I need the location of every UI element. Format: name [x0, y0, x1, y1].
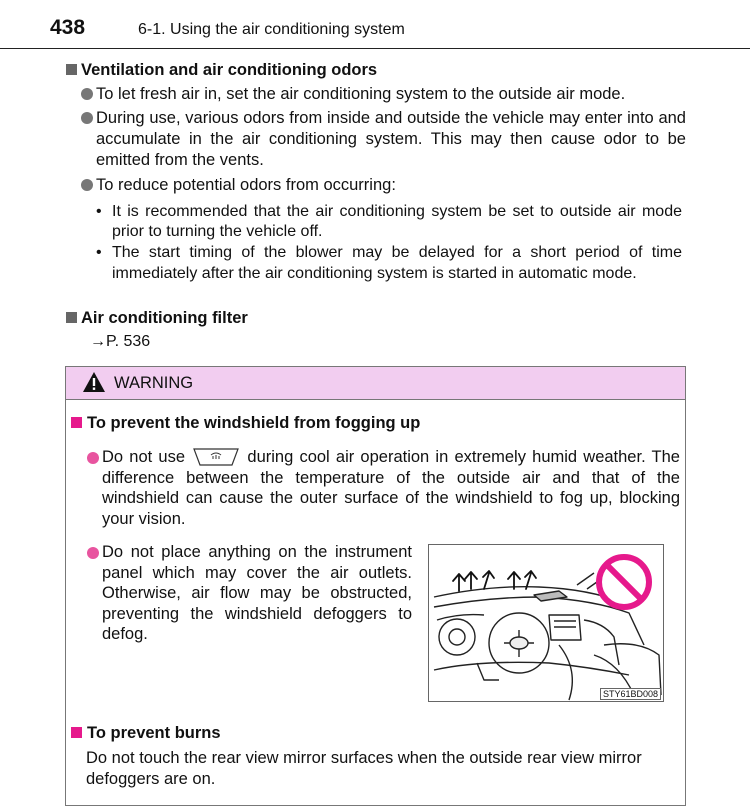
page-number: 438 — [50, 16, 86, 39]
front-defroster-button-icon — [191, 447, 241, 467]
square-bullet-icon — [66, 312, 77, 323]
fog-heading: To prevent the windshield from fogging up — [71, 414, 420, 433]
fog-item-1: Do not use during cool air operation in extremely humid weather. The difference between the temperature of the outside air and that of the windshield can cause the outer surface of the windshield to fog up, blocking your vision. — [102, 448, 680, 528]
bullet-dot-icon — [81, 179, 93, 191]
sub-bullet-icon: • — [96, 203, 102, 220]
burns-text: Do not touch the rear view mirror surfaces when the outside rear view mirror defoggers are on. — [86, 749, 642, 788]
pink-bullet-icon — [87, 547, 99, 559]
illustration-code: STY61BD008 — [600, 688, 661, 700]
square-bullet-icon — [66, 64, 77, 75]
warning-triangle-icon — [82, 371, 106, 393]
page-header — [0, 0, 750, 49]
filter-page-reference: →P. 536 — [90, 333, 151, 350]
chapter-title: 6-1. Using the air conditioning system — [138, 21, 405, 38]
section-heading-ventilation: Ventilation and air conditioning odors — [66, 61, 377, 80]
pink-bullet-icon — [87, 452, 99, 464]
section-heading-filter: Air conditioning filter — [66, 309, 248, 328]
ventilation-item-2: During use, various odors from inside and outside the vehicle may enter into and accumulate in the air conditioning system. This may then cause odor to be emitted from the vents. — [96, 109, 686, 169]
warning-box — [65, 366, 686, 806]
bullet-dot-icon — [81, 88, 93, 100]
ventilation-subitem-1: It is recommended that the air conditioning system be set to outside air mode prior to turning the vehicle off. — [112, 203, 682, 240]
fog-item-2: Do not place anything on the instrument panel which may cover the air outlets. Otherwise, air flow may be obstructed, preventing the windshield defoggers to defog. — [102, 543, 412, 643]
warning-label: WARNING — [114, 374, 194, 392]
burns-heading: To prevent burns — [71, 724, 221, 743]
ventilation-item-1: To let fresh air in, set the air conditioning system to the outside air mode. — [96, 85, 626, 103]
dashboard-illustration — [428, 544, 664, 702]
dashboard-illustration-drawing — [429, 545, 664, 702]
ventilation-subitem-2: The start timing of the blower may be delayed for a short period of time immediately after the air conditioning system is started in automatic mode. — [112, 244, 682, 282]
ventilation-item-3: To reduce potential odors from occurring: — [96, 176, 396, 194]
sub-bullet-icon: • — [96, 244, 102, 261]
warning-header — [66, 367, 685, 400]
bullet-dot-icon — [81, 112, 93, 124]
pink-square-icon — [71, 417, 82, 428]
pink-square-icon — [71, 727, 82, 738]
